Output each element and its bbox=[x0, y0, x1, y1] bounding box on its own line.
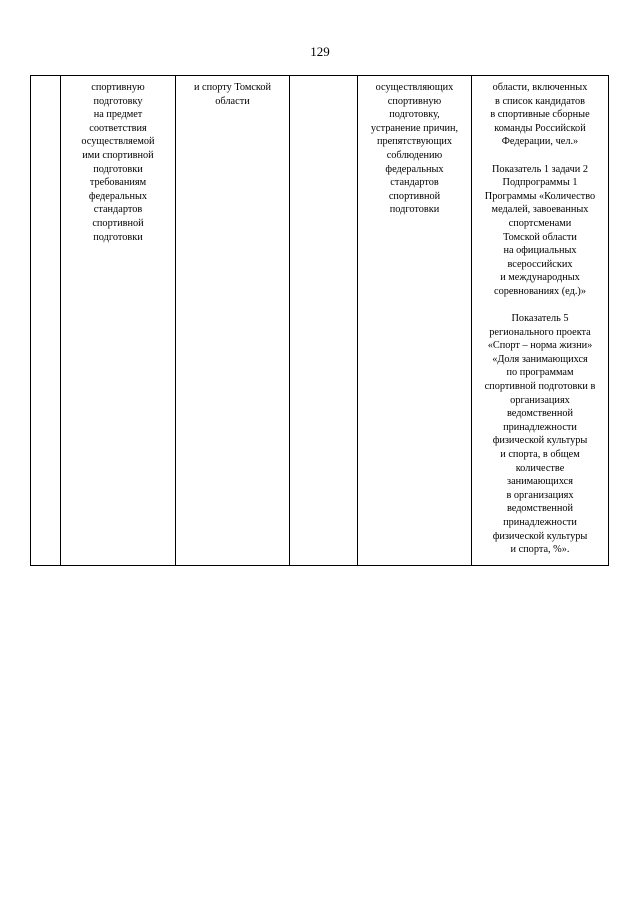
table-cell-col6: области, включенных в список кандидатов в спортивные сборные команды Российской Федерации, чел.» Показатель 1 задачи 2 Подпрограммы 1 Программы «Количество медалей, завоеванных спортсменами Томской области на официальных всероссийских и международных соревнованиях (ед.)» Показатель 5 регионального проекта «Спорт – норма жизни» «Доля занимающихся по программам спортивной подготовки в организациях ведомственной принадлежности физической культуры и спорта, в общем количестве занимающихся в организациях ведомственной принадлежности физической культуры и спорта, %». bbox=[472, 76, 609, 566]
page-number: 129 bbox=[310, 44, 330, 59]
table-cell-col1 bbox=[31, 76, 61, 566]
table-cell-col3: и спорту Томской области bbox=[176, 76, 290, 566]
table-cell-col5: осуществляющих спортивную подготовку, устранение причин, препятствующих соблюдению федеральных стандартов спортивной подготовки bbox=[358, 76, 472, 566]
document-table bbox=[30, 75, 609, 566]
table-cell-col4 bbox=[290, 76, 358, 566]
table-cell-col2: спортивную подготовку на предмет соответствия осуществляемой ими спортивной подготовки требованиям федеральных стандартов спортивной подготовки bbox=[61, 76, 176, 566]
table-row bbox=[31, 76, 609, 566]
